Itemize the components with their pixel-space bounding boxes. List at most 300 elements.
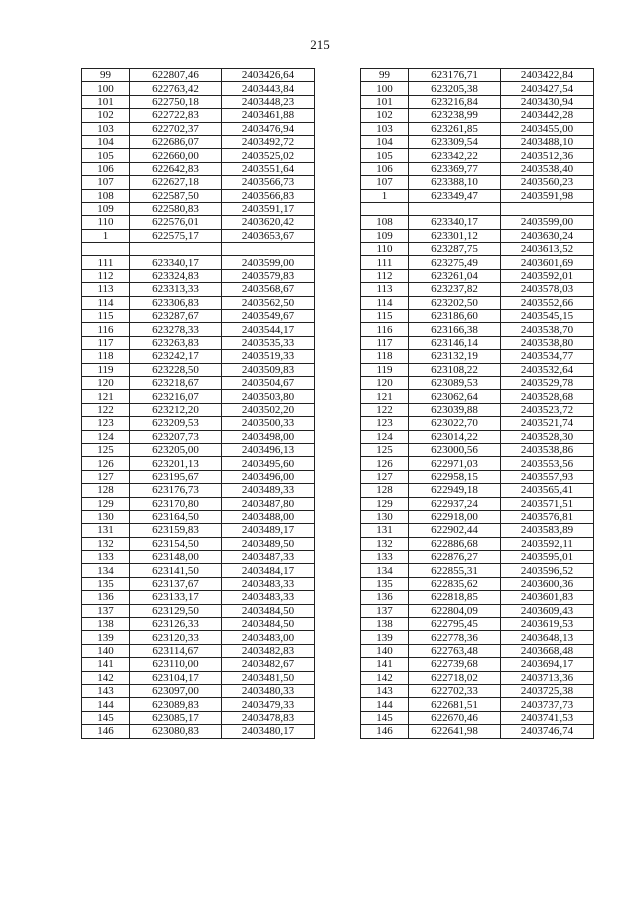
table-row <box>82 698 594 711</box>
right-y-coordinate-cell: 2403557,93 <box>501 470 594 483</box>
table-row <box>82 725 594 738</box>
table-row <box>82 95 594 108</box>
left-y-coordinate-cell: 2403479,33 <box>222 698 315 711</box>
column-gap <box>315 82 361 95</box>
left-point-number-cell: 100 <box>82 82 130 95</box>
right-point-number-cell: 137 <box>361 604 409 617</box>
right-point-number-cell: 115 <box>361 310 409 323</box>
right-x-coordinate-cell: 623000,56 <box>409 443 501 456</box>
column-gap <box>315 725 361 738</box>
right-point-number-cell: 106 <box>361 162 409 175</box>
column-gap <box>315 350 361 363</box>
left-y-coordinate-cell: 2403519,33 <box>222 350 315 363</box>
left-x-coordinate-cell: 623129,50 <box>130 604 222 617</box>
right-point-number-cell: 103 <box>361 122 409 135</box>
right-point-number-cell: 134 <box>361 564 409 577</box>
left-x-coordinate-cell: 623097,00 <box>130 684 222 697</box>
left-x-coordinate-cell: 623205,00 <box>130 443 222 456</box>
right-y-coordinate-cell: 2403746,74 <box>501 725 594 738</box>
right-point-number-cell: 111 <box>361 256 409 269</box>
left-x-coordinate-cell: 623313,33 <box>130 283 222 296</box>
right-point-number-cell: 110 <box>361 243 409 256</box>
right-x-coordinate-cell: 622886,68 <box>409 537 501 550</box>
left-point-number-cell: 109 <box>82 202 130 215</box>
left-point-number-cell: 130 <box>82 510 130 523</box>
left-point-number-cell: 122 <box>82 403 130 416</box>
table-row <box>82 631 594 644</box>
right-point-number-cell: 143 <box>361 684 409 697</box>
right-point-number-cell: 121 <box>361 390 409 403</box>
left-point-number-cell: 105 <box>82 149 130 162</box>
left-point-number-cell: 120 <box>82 376 130 389</box>
column-gap <box>315 497 361 510</box>
left-x-coordinate-cell: 623085,17 <box>130 711 222 724</box>
right-x-coordinate-cell: 622641,98 <box>409 725 501 738</box>
left-y-coordinate-cell: 2403544,17 <box>222 323 315 336</box>
left-y-coordinate-cell: 2403461,88 <box>222 109 315 122</box>
left-y-coordinate-cell: 2403566,73 <box>222 176 315 189</box>
right-y-coordinate-cell: 2403532,64 <box>501 363 594 376</box>
left-y-coordinate-cell: 2403496,00 <box>222 470 315 483</box>
left-point-number-cell: 1 <box>82 229 130 242</box>
right-x-coordinate-cell: 623287,75 <box>409 243 501 256</box>
table-row <box>82 390 594 403</box>
right-point-number-cell: 145 <box>361 711 409 724</box>
left-x-coordinate-cell: 623242,17 <box>130 350 222 363</box>
column-gap <box>315 95 361 108</box>
column-gap <box>315 684 361 697</box>
left-y-coordinate-cell: 2403551,64 <box>222 162 315 175</box>
table-row <box>82 470 594 483</box>
table-row <box>82 135 594 148</box>
left-y-coordinate-cell: 2403562,50 <box>222 296 315 309</box>
right-point-number-cell: 127 <box>361 470 409 483</box>
left-x-coordinate-cell: 622763,42 <box>130 82 222 95</box>
left-y-coordinate-cell: 2403426,64 <box>222 69 315 82</box>
right-y-coordinate-cell: 2403648,13 <box>501 631 594 644</box>
table-row <box>82 122 594 135</box>
right-x-coordinate-cell: 623342,22 <box>409 149 501 162</box>
column-gap <box>315 390 361 403</box>
column-gap <box>315 591 361 604</box>
right-y-coordinate-cell: 2403430,94 <box>501 95 594 108</box>
table-row <box>82 296 594 309</box>
table-row <box>82 484 594 497</box>
right-x-coordinate-cell: 622739,68 <box>409 658 501 671</box>
right-y-coordinate-cell: 2403534,77 <box>501 350 594 363</box>
table-row <box>82 497 594 510</box>
right-x-coordinate-cell: 623275,49 <box>409 256 501 269</box>
right-x-coordinate-cell: 623238,99 <box>409 109 501 122</box>
left-y-coordinate-cell <box>222 243 315 256</box>
right-point-number-cell: 104 <box>361 135 409 148</box>
right-y-coordinate-cell: 2403601,83 <box>501 591 594 604</box>
left-x-coordinate-cell: 623120,33 <box>130 631 222 644</box>
table-row <box>82 537 594 550</box>
left-x-coordinate-cell: 623195,67 <box>130 470 222 483</box>
right-x-coordinate-cell: 622718,02 <box>409 671 501 684</box>
right-x-coordinate-cell: 622876,27 <box>409 551 501 564</box>
right-y-coordinate-cell: 2403613,52 <box>501 243 594 256</box>
left-x-coordinate-cell: 622575,17 <box>130 229 222 242</box>
right-y-coordinate-cell: 2403560,23 <box>501 176 594 189</box>
left-point-number-cell: 139 <box>82 631 130 644</box>
left-point-number-cell: 144 <box>82 698 130 711</box>
left-x-coordinate-cell: 623306,83 <box>130 296 222 309</box>
right-point-number-cell: 105 <box>361 149 409 162</box>
right-x-coordinate-cell: 622763,48 <box>409 644 501 657</box>
left-y-coordinate-cell: 2403503,80 <box>222 390 315 403</box>
left-y-coordinate-cell: 2403489,33 <box>222 484 315 497</box>
left-point-number-cell: 146 <box>82 725 130 738</box>
table-row <box>82 417 594 430</box>
table-row <box>82 577 594 590</box>
left-y-coordinate-cell: 2403535,33 <box>222 336 315 349</box>
column-gap <box>315 430 361 443</box>
table-row <box>82 658 594 671</box>
right-y-coordinate-cell: 2403592,01 <box>501 269 594 282</box>
left-point-number-cell: 129 <box>82 497 130 510</box>
table-row <box>82 591 594 604</box>
right-point-number-cell: 122 <box>361 403 409 416</box>
left-point-number-cell: 110 <box>82 216 130 229</box>
left-point-number-cell: 101 <box>82 95 130 108</box>
left-point-number-cell: 126 <box>82 457 130 470</box>
right-point-number-cell: 131 <box>361 524 409 537</box>
column-gap <box>315 577 361 590</box>
left-point-number-cell: 145 <box>82 711 130 724</box>
left-y-coordinate-cell: 2403483,00 <box>222 631 315 644</box>
left-x-coordinate-cell: 623340,17 <box>130 256 222 269</box>
left-point-number-cell: 131 <box>82 524 130 537</box>
left-point-number-cell: 123 <box>82 417 130 430</box>
table-row <box>82 618 594 631</box>
right-y-coordinate-cell: 2403741,53 <box>501 711 594 724</box>
right-point-number-cell: 112 <box>361 269 409 282</box>
left-y-coordinate-cell: 2403489,17 <box>222 524 315 537</box>
column-gap <box>315 537 361 550</box>
left-point-number-cell: 114 <box>82 296 130 309</box>
column-gap <box>315 243 361 256</box>
right-x-coordinate-cell: 622778,36 <box>409 631 501 644</box>
right-x-coordinate-cell: 623108,22 <box>409 363 501 376</box>
right-x-coordinate-cell: 623216,84 <box>409 95 501 108</box>
right-y-coordinate-cell: 2403583,89 <box>501 524 594 537</box>
right-y-coordinate-cell: 2403576,81 <box>501 510 594 523</box>
right-y-coordinate-cell: 2403422,84 <box>501 69 594 82</box>
table-row <box>82 82 594 95</box>
left-y-coordinate-cell: 2403484,50 <box>222 604 315 617</box>
table-row <box>82 403 594 416</box>
left-point-number-cell: 135 <box>82 577 130 590</box>
left-y-coordinate-cell: 2403481,50 <box>222 671 315 684</box>
left-y-coordinate-cell: 2403579,83 <box>222 269 315 282</box>
table-row <box>82 551 594 564</box>
left-x-coordinate-cell: 623228,50 <box>130 363 222 376</box>
right-y-coordinate-cell: 2403552,66 <box>501 296 594 309</box>
right-point-number-cell: 136 <box>361 591 409 604</box>
left-x-coordinate-cell: 623154,50 <box>130 537 222 550</box>
right-point-number-cell: 130 <box>361 510 409 523</box>
right-x-coordinate-cell: 623261,85 <box>409 122 501 135</box>
right-y-coordinate-cell: 2403592,11 <box>501 537 594 550</box>
left-x-coordinate-cell: 623164,50 <box>130 510 222 523</box>
left-x-coordinate-cell: 623148,00 <box>130 551 222 564</box>
left-y-coordinate-cell: 2403480,33 <box>222 684 315 697</box>
column-gap <box>315 310 361 323</box>
left-point-number-cell: 128 <box>82 484 130 497</box>
left-x-coordinate-cell: 623278,33 <box>130 323 222 336</box>
column-gap <box>315 484 361 497</box>
left-point-number-cell <box>82 243 130 256</box>
left-x-coordinate-cell: 623287,67 <box>130 310 222 323</box>
left-point-number-cell: 112 <box>82 269 130 282</box>
right-point-number-cell: 132 <box>361 537 409 550</box>
right-point-number-cell: 133 <box>361 551 409 564</box>
left-y-coordinate-cell: 2403504,67 <box>222 376 315 389</box>
right-y-coordinate-cell: 2403523,72 <box>501 403 594 416</box>
right-y-coordinate-cell: 2403630,24 <box>501 229 594 242</box>
table-row <box>82 711 594 724</box>
right-y-coordinate-cell: 2403538,80 <box>501 336 594 349</box>
column-gap <box>315 457 361 470</box>
right-x-coordinate-cell: 622702,33 <box>409 684 501 697</box>
table-row <box>82 457 594 470</box>
column-gap <box>315 162 361 175</box>
left-point-number-cell: 132 <box>82 537 130 550</box>
column-gap <box>315 524 361 537</box>
right-x-coordinate-cell: 622855,31 <box>409 564 501 577</box>
right-y-coordinate-cell: 2403528,68 <box>501 390 594 403</box>
left-point-number-cell: 108 <box>82 189 130 202</box>
right-y-coordinate-cell <box>501 202 594 215</box>
column-gap <box>315 283 361 296</box>
left-x-coordinate-cell: 623104,17 <box>130 671 222 684</box>
right-x-coordinate-cell: 622795,45 <box>409 618 501 631</box>
left-x-coordinate-cell: 623216,07 <box>130 390 222 403</box>
left-x-coordinate-cell: 623110,00 <box>130 658 222 671</box>
left-point-number-cell: 127 <box>82 470 130 483</box>
left-y-coordinate-cell: 2403568,67 <box>222 283 315 296</box>
right-y-coordinate-cell: 2403538,86 <box>501 443 594 456</box>
left-x-coordinate-cell: 623089,83 <box>130 698 222 711</box>
column-gap <box>315 470 361 483</box>
column-gap <box>315 216 361 229</box>
column-gap <box>315 417 361 430</box>
table-row <box>82 363 594 376</box>
column-gap <box>315 296 361 309</box>
left-y-coordinate-cell: 2403482,67 <box>222 658 315 671</box>
right-x-coordinate-cell: 623089,53 <box>409 376 501 389</box>
left-x-coordinate-cell: 623209,53 <box>130 417 222 430</box>
left-x-coordinate-cell: 623137,67 <box>130 577 222 590</box>
left-y-coordinate-cell: 2403620,42 <box>222 216 315 229</box>
right-point-number-cell: 109 <box>361 229 409 242</box>
right-y-coordinate-cell: 2403538,40 <box>501 162 594 175</box>
column-gap <box>315 363 361 376</box>
right-point-number-cell: 102 <box>361 109 409 122</box>
right-point-number-cell: 125 <box>361 443 409 456</box>
right-x-coordinate-cell: 623309,54 <box>409 135 501 148</box>
right-y-coordinate-cell: 2403528,30 <box>501 430 594 443</box>
column-gap <box>315 631 361 644</box>
left-y-coordinate-cell: 2403476,94 <box>222 122 315 135</box>
right-x-coordinate-cell: 623340,17 <box>409 216 501 229</box>
table-row <box>82 443 594 456</box>
right-x-coordinate-cell: 622937,24 <box>409 497 501 510</box>
right-point-number-cell: 117 <box>361 336 409 349</box>
left-y-coordinate-cell: 2403496,13 <box>222 443 315 456</box>
right-y-coordinate-cell: 2403571,51 <box>501 497 594 510</box>
right-point-number-cell: 128 <box>361 484 409 497</box>
left-y-coordinate-cell: 2403489,50 <box>222 537 315 550</box>
right-point-number-cell: 138 <box>361 618 409 631</box>
left-x-coordinate-cell: 622580,83 <box>130 202 222 215</box>
right-x-coordinate-cell: 623062,64 <box>409 390 501 403</box>
left-x-coordinate-cell: 623080,83 <box>130 725 222 738</box>
right-x-coordinate-cell: 622949,18 <box>409 484 501 497</box>
right-y-coordinate-cell: 2403694,17 <box>501 658 594 671</box>
left-x-coordinate-cell: 623133,17 <box>130 591 222 604</box>
left-x-coordinate-cell: 623114,67 <box>130 644 222 657</box>
left-x-coordinate-cell: 622576,01 <box>130 216 222 229</box>
table-row <box>82 376 594 389</box>
left-x-coordinate-cell <box>130 243 222 256</box>
left-y-coordinate-cell: 2403483,33 <box>222 591 315 604</box>
right-x-coordinate-cell: 623205,38 <box>409 82 501 95</box>
left-x-coordinate-cell: 622642,83 <box>130 162 222 175</box>
left-point-number-cell: 136 <box>82 591 130 604</box>
right-point-number-cell: 119 <box>361 363 409 376</box>
right-y-coordinate-cell: 2403737,73 <box>501 698 594 711</box>
left-point-number-cell: 121 <box>82 390 130 403</box>
right-point-number-cell: 124 <box>361 430 409 443</box>
right-point-number-cell: 142 <box>361 671 409 684</box>
left-point-number-cell: 125 <box>82 443 130 456</box>
column-gap <box>315 618 361 631</box>
table-row <box>82 510 594 523</box>
left-point-number-cell: 106 <box>82 162 130 175</box>
right-x-coordinate-cell: 622835,62 <box>409 577 501 590</box>
table-row <box>82 323 594 336</box>
column-gap <box>315 336 361 349</box>
right-y-coordinate-cell: 2403599,00 <box>501 216 594 229</box>
right-x-coordinate-cell: 623039,88 <box>409 403 501 416</box>
left-y-coordinate-cell: 2403487,33 <box>222 551 315 564</box>
left-point-number-cell: 111 <box>82 256 130 269</box>
left-y-coordinate-cell: 2403599,00 <box>222 256 315 269</box>
left-x-coordinate-cell: 623126,33 <box>130 618 222 631</box>
table-row <box>82 229 594 242</box>
left-point-number-cell: 107 <box>82 176 130 189</box>
right-x-coordinate-cell: 623146,14 <box>409 336 501 349</box>
left-point-number-cell: 119 <box>82 363 130 376</box>
right-x-coordinate-cell: 623349,47 <box>409 189 501 202</box>
table-row <box>82 176 594 189</box>
table-row <box>82 269 594 282</box>
right-point-number-cell: 114 <box>361 296 409 309</box>
left-point-number-cell: 141 <box>82 658 130 671</box>
column-gap <box>315 644 361 657</box>
right-point-number-cell: 140 <box>361 644 409 657</box>
left-y-coordinate-cell: 2403480,17 <box>222 725 315 738</box>
table-row <box>82 109 594 122</box>
left-x-coordinate-cell: 622660,00 <box>130 149 222 162</box>
right-y-coordinate-cell: 2403600,36 <box>501 577 594 590</box>
right-x-coordinate-cell: 622918,00 <box>409 510 501 523</box>
table-row <box>82 69 594 82</box>
left-y-coordinate-cell: 2403448,23 <box>222 95 315 108</box>
table-row <box>82 671 594 684</box>
column-gap <box>315 269 361 282</box>
right-point-number-cell: 126 <box>361 457 409 470</box>
left-point-number-cell: 117 <box>82 336 130 349</box>
right-x-coordinate-cell: 623237,82 <box>409 283 501 296</box>
right-y-coordinate-cell: 2403601,69 <box>501 256 594 269</box>
right-point-number-cell <box>361 202 409 215</box>
column-gap <box>315 69 361 82</box>
right-point-number-cell: 144 <box>361 698 409 711</box>
table-row <box>82 644 594 657</box>
page-number: 215 <box>310 37 330 52</box>
right-point-number-cell: 146 <box>361 725 409 738</box>
right-x-coordinate-cell: 623176,71 <box>409 69 501 82</box>
table-row <box>82 202 594 215</box>
left-x-coordinate-cell: 623176,73 <box>130 484 222 497</box>
table-row <box>82 256 594 269</box>
right-y-coordinate-cell: 2403512,36 <box>501 149 594 162</box>
left-point-number-cell: 115 <box>82 310 130 323</box>
column-gap <box>315 323 361 336</box>
right-point-number-cell: 101 <box>361 95 409 108</box>
table-row <box>82 189 594 202</box>
left-y-coordinate-cell: 2403525,02 <box>222 149 315 162</box>
table-row <box>82 243 594 256</box>
right-point-number-cell: 116 <box>361 323 409 336</box>
table-row <box>82 524 594 537</box>
right-point-number-cell: 129 <box>361 497 409 510</box>
right-x-coordinate-cell: 623166,38 <box>409 323 501 336</box>
column-gap <box>315 604 361 617</box>
right-x-coordinate-cell: 622902,44 <box>409 524 501 537</box>
left-point-number-cell: 138 <box>82 618 130 631</box>
column-gap <box>315 149 361 162</box>
left-point-number-cell: 113 <box>82 283 130 296</box>
right-y-coordinate-cell: 2403591,98 <box>501 189 594 202</box>
left-x-coordinate-cell: 623212,20 <box>130 403 222 416</box>
left-point-number-cell: 116 <box>82 323 130 336</box>
right-y-coordinate-cell: 2403521,74 <box>501 417 594 430</box>
left-y-coordinate-cell: 2403492,72 <box>222 135 315 148</box>
left-y-coordinate-cell: 2403549,67 <box>222 310 315 323</box>
right-y-coordinate-cell: 2403619,53 <box>501 618 594 631</box>
column-gap <box>315 376 361 389</box>
right-x-coordinate-cell: 622804,09 <box>409 604 501 617</box>
table-row <box>82 162 594 175</box>
table-row <box>82 350 594 363</box>
left-x-coordinate-cell: 623263,83 <box>130 336 222 349</box>
left-point-number-cell: 140 <box>82 644 130 657</box>
table-row <box>82 149 594 162</box>
column-gap <box>315 176 361 189</box>
right-point-number-cell: 108 <box>361 216 409 229</box>
left-point-number-cell: 137 <box>82 604 130 617</box>
right-y-coordinate-cell: 2403538,70 <box>501 323 594 336</box>
left-x-coordinate-cell: 622750,18 <box>130 95 222 108</box>
table-row <box>82 604 594 617</box>
left-x-coordinate-cell: 622722,83 <box>130 109 222 122</box>
left-y-coordinate-cell: 2403443,84 <box>222 82 315 95</box>
